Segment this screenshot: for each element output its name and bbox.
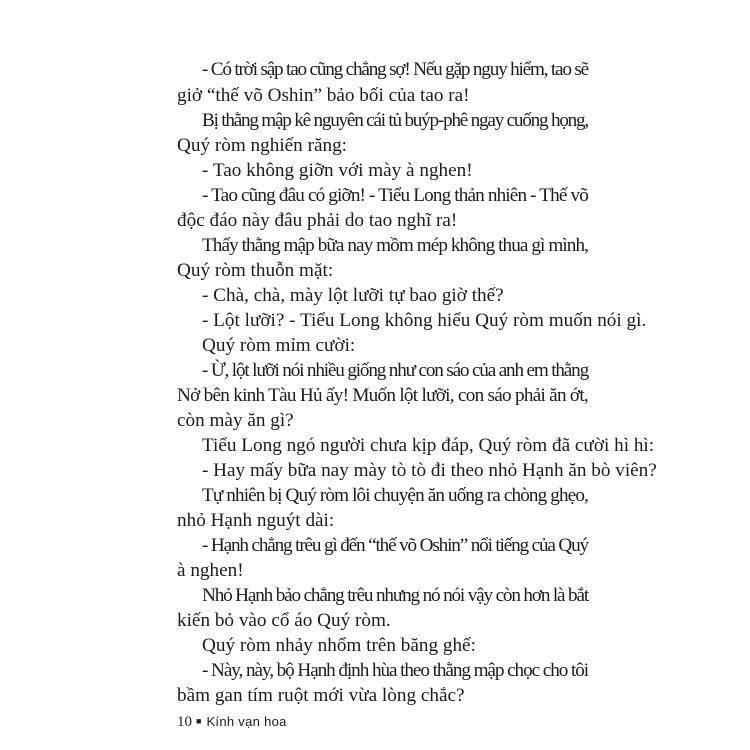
text-line: - Hay mấy bữa nay mày tò tò đi theo nhỏ Hạnh ăn bò viên? [202, 460, 657, 481]
text-line: - Chà, chà, mày lột lưỡi tự bao giờ thế? [202, 285, 504, 306]
text-line: - Có trời sập tao cũng chẳng sợ! Nếu gặp nguy hiểm, tao sẽ [202, 59, 588, 80]
text-line: Quý ròm mỉm cười: [202, 335, 356, 356]
text-line: Thấy thằng mập bữa nay mồm mép không thua gì mình, [202, 235, 588, 256]
text-line: - Tao cũng đâu có giỡn! - Tiểu Long thản nhiên - Thế võ [202, 185, 588, 206]
text-line: - Hạnh chẳng trêu gì đến “thế võ Oshin” nổi tiếng của Quý [202, 535, 588, 556]
text-line: Tự nhiên bị Quý ròm lôi chuyện ăn uống ra chòng ghẹo, [202, 485, 588, 506]
text-line: bầm gan tím ruột mới vừa lòng chắc? [177, 685, 465, 706]
book-title: Kính vạn hoa [206, 714, 287, 729]
text-line: - Này, này, bộ Hạnh định hùa theo thằng mập chọc cho tôi [202, 660, 588, 681]
text-line: Bị thằng mập kê nguyên cái tủ buýp-phê ngay cuống họng, [202, 110, 588, 131]
text-line: kiến bỏ vào cổ áo Quý ròm. [177, 610, 391, 631]
text-line: Quý ròm nhảy nhổm trên băng ghế: [202, 635, 476, 656]
text-line: - Ừ, lột lưỡi nói nhiều giống như con sáo của anh em thằng [202, 360, 588, 381]
footer-separator: ■ [196, 716, 202, 726]
text-line: - Lột lưỡi? - Tiểu Long không hiểu Quý ròm muốn nói gì. [202, 310, 647, 331]
page-number: 10 [177, 714, 192, 730]
text-line: Tiểu Long ngó người chưa kịp đáp, Quý ròm đã cười hì hì: [202, 435, 655, 456]
text-line: à nghen! [177, 560, 244, 581]
text-line: Quý ròm nghiến răng: [177, 135, 347, 156]
page-footer [177, 711, 287, 732]
text-line: độc đáo này đâu phải do tao nghĩ ra! [177, 210, 458, 231]
text-line: Nở bên kinh Tàu Hủ ấy! Muốn lột lưỡi, con sáo phải ăn ớt, [177, 385, 588, 406]
text-line: Nhỏ Hạnh bảo chẳng trêu nhưng nó nói vậy còn hơn là bắt [202, 585, 588, 606]
text-line: nhỏ Hạnh nguýt dài: [177, 510, 335, 531]
text-line: - Tao không giỡn với mày à nghen! [202, 160, 473, 181]
text-line: còn mày ăn gì? [177, 410, 294, 431]
text-line: Quý ròm thuỗn mặt: [177, 260, 334, 281]
text-line: giở “thế võ Oshin” bảo bối của tao ra! [177, 85, 470, 106]
